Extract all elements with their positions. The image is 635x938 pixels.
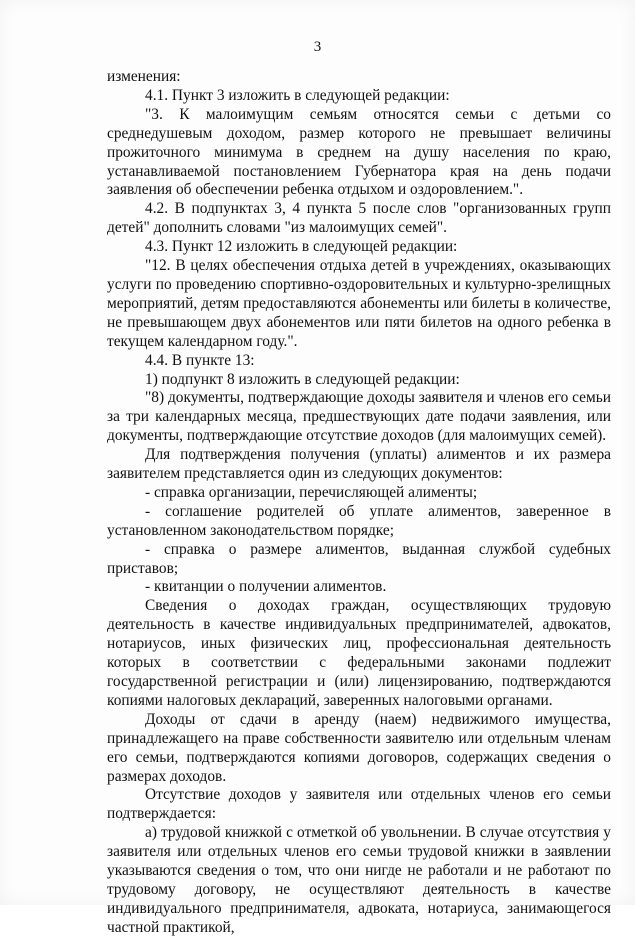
paragraph-4-3: 4.3. Пункт 12 изложить в следующей редакции: bbox=[145, 238, 458, 256]
paragraph-income-rent: Доходы от сдачи в аренду (наем) недвижимого имущества, принадлежащего на праве собственности заявителю или отдельным членам его семьи, подтверждаются копиями договоров, содержащих сведения о размерах доходов. bbox=[107, 710, 611, 785]
paragraph-no-income: Отсутствие доходов у заявителя или отдельных членов его семьи подтверждается: bbox=[107, 786, 611, 823]
list-item-bailiff-certificate: - справка о размере алиментов, выданная службой судебных приставов; bbox=[107, 540, 611, 577]
paragraph-4-4: 4.4. В пункте 13: bbox=[145, 351, 255, 369]
list-item-parents-agreement: - соглашение родителей об уплате алиментов, заверенное в установленном законодательством порядке; bbox=[107, 502, 611, 539]
paragraph-subpoint-1: 1) подпункт 8 изложить в следующей редакции: bbox=[145, 370, 460, 388]
paragraph-quote-3: "3. К малоимущим семьям относятся семьи с детьми со среднедушевым доходом, размер которого не превышает величины прожиточного минимума в среднем на душу населения по краю, устанавливаемой постановлением Губернатора края на день подачи заявления об обеспечении ребенка отдыхом и оздоровлением.". bbox=[107, 105, 611, 199]
paragraph-4-2: 4.2. В подпунктах 3, 4 пункта 5 после слов "организованных групп детей" дополнить словами "из малоимущих семей". bbox=[107, 200, 611, 237]
paragraph-intro: изменения: bbox=[107, 68, 181, 85]
paragraph-4-1: 4.1. Пункт 3 изложить в следующей редакции: bbox=[145, 86, 450, 104]
document-body bbox=[107, 68, 611, 938]
paragraph-employment-book: а) трудовой книжкой с отметкой об увольнении. В случае отсутствия у заявителя или отдельных членов его семьи трудовой книжки в заявлении указываются сведения о том, что они нигде не работали и не работают по трудовому договору, не осуществляют деятельность в качестве индивидуального предпринимателя, адвоката, нотариуса, занимающегося частной практикой, bbox=[107, 824, 611, 936]
paragraph-quote-8: "8) документы, подтверждающие доходы заявителя и членов его семьи за три календарных месяца, предшествующих дате подачи заявления, или документы, подтверждающие отсутствие доходов (для малоимущих семей). bbox=[107, 389, 611, 445]
paragraph-alimony-docs: Для подтверждения получения (уплаты) алиментов и их размера заявителем представляется один из следующих документов: bbox=[107, 446, 611, 483]
list-item-organization-certificate: - справка организации, перечисляющей алименты; bbox=[145, 483, 478, 501]
page-number: 3 bbox=[313, 39, 322, 55]
paragraph-quote-12: "12. В целях обеспечения отдыха детей в учреждениях, оказывающих услуги по проведению спортивно-оздоровительных и культурно-зрелищных мероприятий, детям предоставляются абонементы или билеты в количестве, не превышающем двух абонементов или пяти билетов на одного ребенка в текущем календарном году.". bbox=[107, 257, 611, 350]
list-item-receipts: - квитанции о получении алиментов. bbox=[145, 578, 387, 596]
paragraph-income-entrepreneurs: Сведения о доходах граждан, осуществляющих трудовую деятельность в качестве индивидуальных предпринимателей, адвокатов, нотариусов, иных физических лиц, профессиональная деятельность которых в соответствии с федеральными законами подлежит государственной регистрации и (или) лицензированию, подтверждаются копиями налоговых деклараций, заверенных налоговыми органами. bbox=[107, 597, 611, 709]
